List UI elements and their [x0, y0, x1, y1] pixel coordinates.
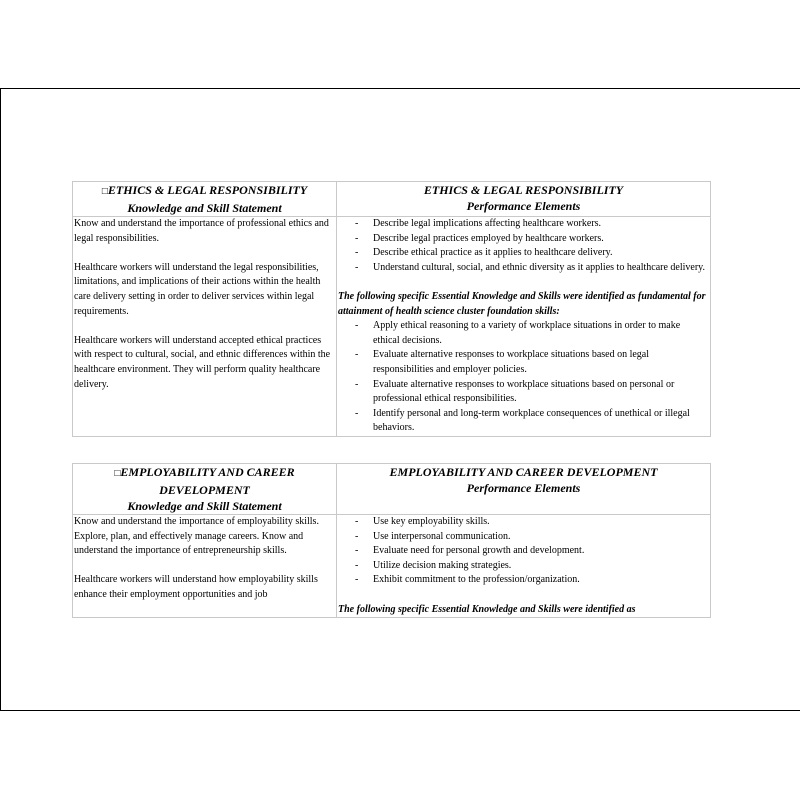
employability-body-row	[73, 515, 711, 618]
list-item: - Utilize decision making strategies.	[338, 559, 709, 574]
ethics-performance-list	[338, 217, 709, 275]
employability-left-title-1: EMPLOYABILITY AND CAREER	[120, 465, 295, 479]
ethics-knowledge-cell	[73, 217, 337, 437]
employability-performance-list	[338, 515, 709, 588]
ethics-right-subtitle: Performance Elements	[466, 199, 581, 213]
employability-table	[72, 463, 711, 618]
employability-left-subtitle: Knowledge and Skill Statement	[127, 499, 282, 513]
employability-left-header	[73, 464, 337, 515]
ethics-essential-note: The following specific Essential Knowledge and Skills were identified as fundamental for attainment of health science cluster foundation skills:	[338, 290, 706, 317]
ethics-left-subtitle: Knowledge and Skill Statement	[127, 201, 282, 215]
list-item: - Evaluate alternative responses to workplace situations based on personal or professional ethical responsibilities.	[338, 378, 709, 407]
employability-performance-cell	[337, 515, 711, 618]
box-glyph: □	[101, 186, 108, 197]
list-item: - Describe legal practices employed by healthcare workers.	[338, 232, 709, 247]
list-item: - Identify personal and long-term workplace consequences of unethical or illegal behaviors.	[338, 407, 709, 436]
ethics-performance-cell	[337, 217, 711, 437]
ethics-paragraph: Healthcare workers will understand accepted ethical practices with respect to cultural, social, and ethnic differences within the healthcare environment. They will perform quality healthcare delivery.	[74, 334, 331, 390]
list-item: - Use key employability skills.	[338, 515, 709, 530]
ethics-header-row	[73, 182, 711, 217]
employability-left-title-2: DEVELOPMENT	[159, 483, 250, 497]
ethics-paragraph: Know and understand the importance of professional ethics and legal responsibilities.	[74, 218, 329, 244]
ethics-paragraph: Healthcare workers will understand the legal responsibilities, limitations, and implications of their actions within the health care delivery setting in order to deliver services within legal requirements.	[74, 261, 321, 317]
employability-paragraph: Healthcare workers will understand how employability skills enhance their employment opportunities and job	[74, 574, 318, 600]
ethics-essential-list	[338, 319, 709, 436]
list-item: - Use interpersonal communication.	[338, 530, 709, 545]
employability-paragraph: Know and understand the importance of employability skills. Explore, plan, and effectively manage careers. Know and understand the importance of entrepreneurship skills.	[74, 516, 319, 557]
box-glyph: □	[114, 468, 121, 479]
list-item: - Evaluate need for personal growth and development.	[338, 544, 709, 559]
employability-knowledge-cell	[73, 515, 337, 618]
ethics-table	[72, 181, 711, 437]
list-item: - Describe legal implications affecting healthcare workers.	[338, 217, 709, 232]
employability-right-title: EMPLOYABILITY AND CAREER DEVELOPMENT	[389, 465, 658, 479]
list-item: - Describe ethical practice as it applies to healthcare delivery.	[338, 246, 709, 261]
ethics-body-row	[73, 217, 711, 437]
ethics-right-title: ETHICS & LEGAL RESPONSIBILITY	[423, 183, 624, 197]
ethics-left-header	[73, 182, 337, 217]
list-item: - Exhibit commitment to the profession/organization.	[338, 573, 709, 588]
employability-header-row	[73, 464, 711, 515]
employability-essential-note: The following specific Essential Knowledge and Skills were identified as	[338, 603, 636, 615]
employability-right-header	[337, 464, 711, 515]
list-item: - Evaluate alternative responses to workplace situations based on legal responsibilities and employer policies.	[338, 348, 709, 377]
employability-right-subtitle: Performance Elements	[466, 481, 581, 495]
ethics-left-title: ETHICS & LEGAL RESPONSIBILITY	[107, 183, 308, 197]
ethics-right-header	[337, 182, 711, 217]
list-item: - Understand cultural, social, and ethnic diversity as it applies to healthcare delivery.	[338, 261, 709, 276]
list-item: - Apply ethical reasoning to a variety of workplace situations in order to make ethical decisions.	[338, 319, 709, 348]
